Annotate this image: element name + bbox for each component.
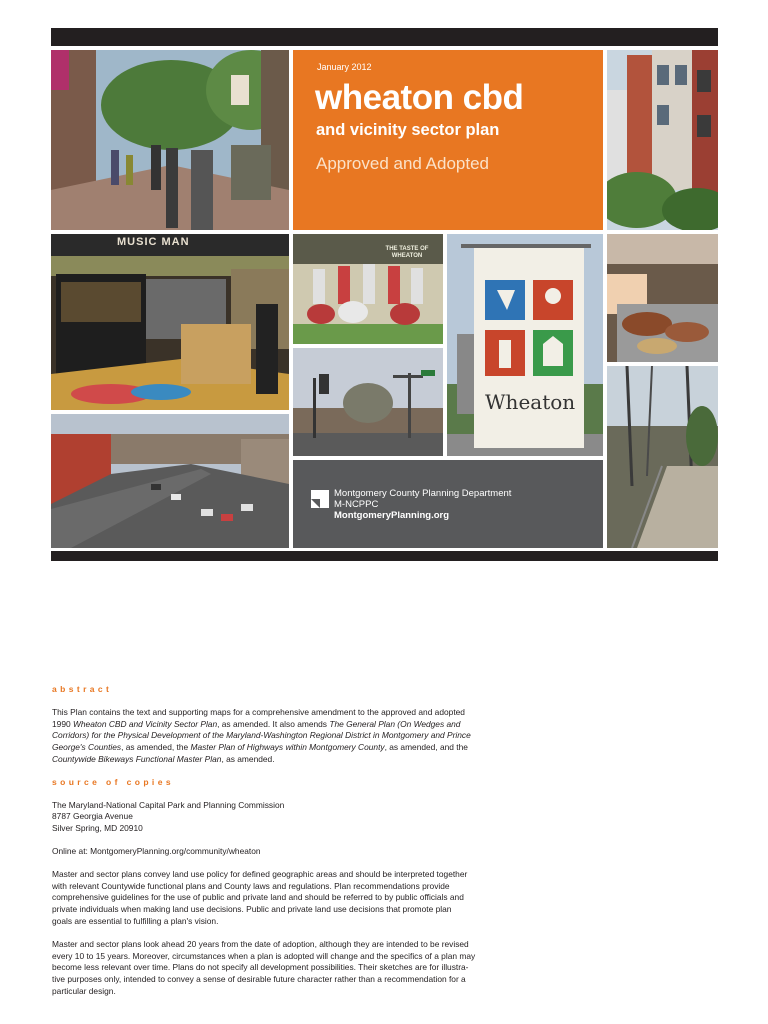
photo-townhouses xyxy=(607,50,718,230)
photo-grilled-food xyxy=(607,234,718,362)
department-url[interactable]: MontgomeryPlanning.org xyxy=(334,510,450,521)
banner-wheaton-text: Wheaton xyxy=(485,390,576,414)
abstract-line: This Plan contains the text and supporting maps for a comprehensive amendment to the approved and adopted xyxy=(52,706,465,717)
plan-subtitle: and vicinity sector plan xyxy=(316,121,500,139)
abstract-line: Corridors) for the Physical Development of the Maryland-Washington Regional District in Montgomery and Prince xyxy=(52,730,471,741)
title-panel xyxy=(293,50,603,230)
photo-intersection xyxy=(293,348,443,456)
abstract-heading: abstract xyxy=(52,684,113,694)
taste-banner: THE TASTE OF WHEATON xyxy=(385,246,429,259)
department-panel xyxy=(293,460,603,548)
online-link[interactable]: Online at: MontgomeryPlanning.org/community/wheaton xyxy=(52,845,261,856)
copies-address: The Maryland-National Capital Park and Planning Commission 8787 Georgia Avenue Silver Spring, MD 20910 xyxy=(52,799,285,834)
department-org: M-NCPPC xyxy=(334,499,379,510)
policy-paragraph: Master and sector plans convey land use policy for defined geographic areas and should be interpreted together with relevant Countywide functional plans and County laws and regulations. Plan recommendations provide comprehensive guidelines for the use of public and private land and should be referred to by public officials and private individuals when making land use decisions. Public and private land use decisions that promote plan goals are essential to fulfilling a plan's vision. xyxy=(52,868,468,926)
photo-aerial-street xyxy=(51,414,289,548)
document-body xyxy=(52,684,520,1009)
plan-title: wheaton cbd xyxy=(315,78,524,117)
plan-status: Approved and Adopted xyxy=(316,154,489,173)
abstract-line: George's Counties, as amended, the Master Plan of Highways within Montgomery County, as amended, and the xyxy=(52,742,468,753)
top-bar xyxy=(51,28,718,46)
timeline-paragraph: Master and sector plans look ahead 20 years from the date of adoption, although they are intended to be revised every 10 to 15 years. Moreover, circumstances when a plan is adopted will change and the specifics of a plan may become less relevant over time. Plans do not specify all development possibilities. Their sketches are for illustra- tive purposes only, intended to convey a sense of desirable future character rather than a recommendation for a particular design. xyxy=(52,938,476,996)
photo-drum-line xyxy=(293,234,443,344)
publication-date: January 2012 xyxy=(317,62,372,72)
photo-park-stairs xyxy=(607,366,718,548)
abstract-paragraph xyxy=(52,707,520,766)
abstract-line: 1990 Wheaton CBD and Vicinity Sector Plan, as amended. It also amends The General Plan (On Wedges and xyxy=(52,718,461,729)
photo-music-store xyxy=(51,234,289,410)
copies-heading: source of copies xyxy=(52,776,174,787)
photo-street-crowd xyxy=(51,50,289,230)
bottom-bar xyxy=(51,551,718,561)
photo-wheaton-banner xyxy=(447,234,603,456)
department-name: Montgomery County Planning Department xyxy=(334,488,512,499)
music-store-sign: MUSIC MAN xyxy=(117,236,190,248)
mncppc-logo-icon xyxy=(311,490,329,508)
abstract-line: Countywide Bikeways Functional Master Plan, as amended. xyxy=(52,753,275,764)
